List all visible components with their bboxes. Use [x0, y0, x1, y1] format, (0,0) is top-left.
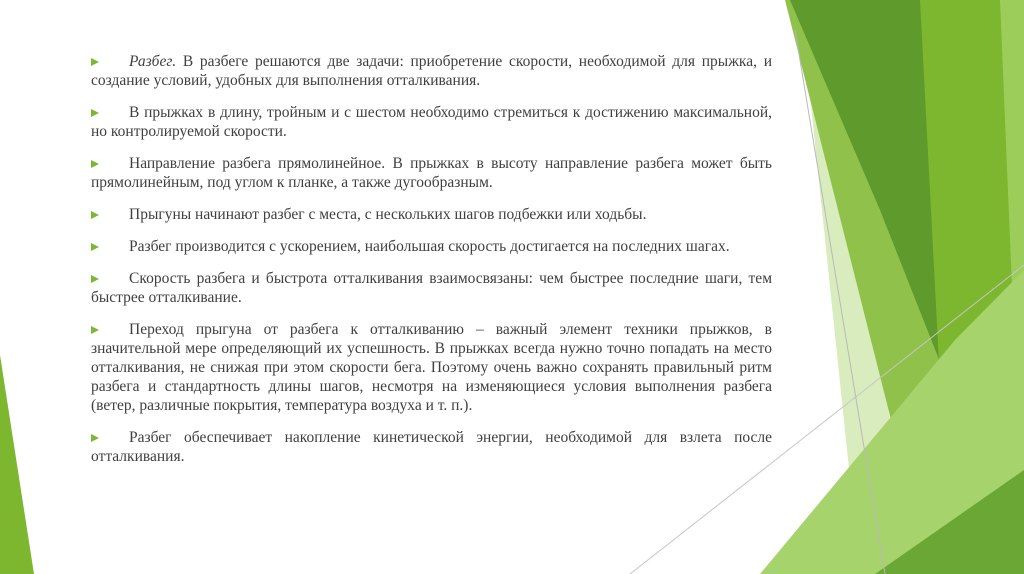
bullet-item: [91, 103, 772, 141]
green-triangle-bullet-icon: [91, 109, 99, 117]
bullet-text: [91, 269, 772, 307]
green-triangle-bullet-icon: [91, 275, 99, 283]
green-triangle-bullet-icon: [91, 58, 99, 66]
left-green-sliver: [0, 355, 34, 574]
bullet-body: Направление разбега прямолинейное. В прыжках в высоту направление разбега может быть прямолинейным, под углом к планке, а также дугообразным.: [91, 155, 772, 191]
bullet-body: Разбег производится с ускорением, наибольшая скорость достигается на последних шагах.: [129, 238, 730, 255]
bullet-item: [91, 52, 772, 90]
bullet-body: Переход прыгуна от разбега к отталкиванию – важный элемент техники прыжков, в значительной мере определяющий их успешность. В прыжках всегда нужно точно попадать на место отталкивания, не снижая при этом скорости бега. Поэтому очень важно сохранять правильный ритм разбега и стандартность длины шагов, несмотря на изменяющиеся условия выполнения разбега (ветер, различные покрытия, температура воздуха и т. п.).: [91, 321, 772, 414]
bullet-item: [91, 237, 772, 256]
green-triangle-bullet-icon: [91, 434, 99, 442]
bullet-body: В разбеге решаются две задачи: приобретение скорости, необходимой для прыжка, и создание условий, удобных для выполнения отталкивания.: [91, 53, 772, 89]
bullet-text: [91, 320, 772, 415]
green-triangle-bullet-icon: [91, 211, 99, 219]
bullet-text: [91, 103, 772, 141]
bullet-item: [91, 320, 772, 415]
bullet-item: [91, 428, 772, 466]
green-triangle-bullet-icon: [91, 160, 99, 168]
bullet-text: [91, 154, 772, 192]
bullet-body: Разбег обеспечивает накопление кинетической энергии, необходимой для взлета после отталкивания.: [91, 429, 772, 465]
bullet-list: [91, 52, 772, 479]
bullet-body: Скорость разбега и быстрота отталкивания взаимосвязаны: чем быстрее последние шаги, тем быстрее отталкивание.: [91, 270, 772, 306]
green-triangle-bullet-icon: [91, 243, 99, 251]
bullet-body: Прыгуны начинают разбег с места, с нескольких шагов подбежки или ходьбы.: [129, 206, 647, 223]
bullet-text: [91, 52, 772, 90]
bullet-text: [91, 205, 772, 224]
bullet-text: [91, 428, 772, 466]
green-triangle-bullet-icon: [91, 326, 99, 334]
bullet-text: [91, 237, 772, 256]
bullet-item: [91, 205, 772, 224]
bullet-item: [91, 269, 772, 307]
bullet-item: [91, 154, 772, 192]
bullet-body: В прыжках в длину, тройным и с шестом необходимо стремиться к достижению максимальной, но контролируемой скорости.: [91, 104, 772, 140]
bullet-lead: Разбег.: [129, 53, 177, 70]
